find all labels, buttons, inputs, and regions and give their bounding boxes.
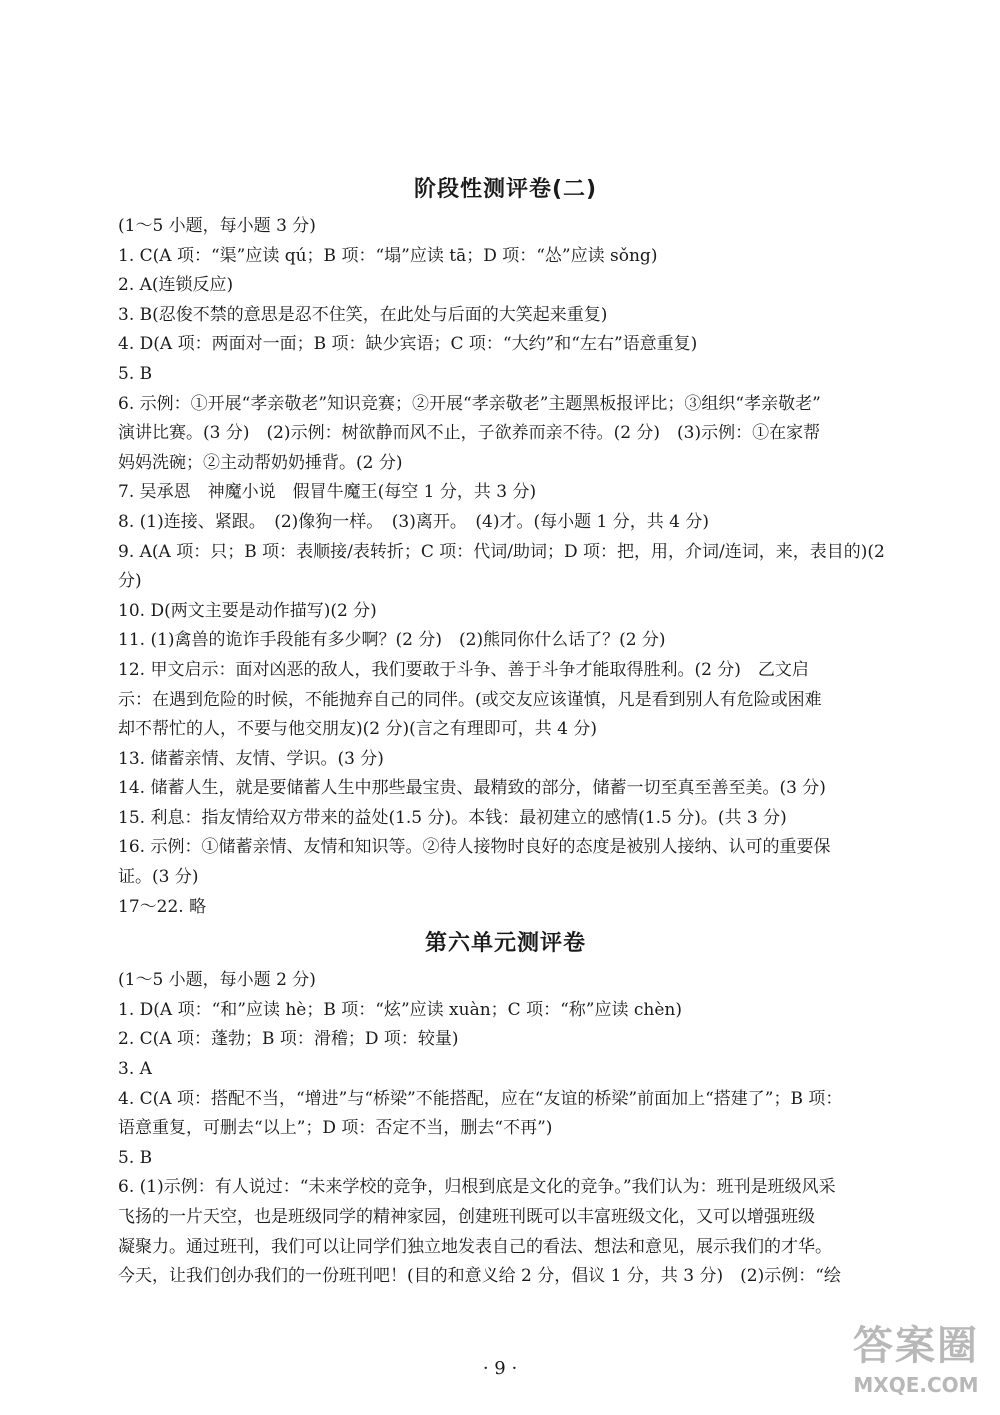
answer-line: 今天，让我们创办我们的一份班刊吧！(目的和意义给 2 分，倡议 1 分，共 3 分) (2)示例：“绘: [118, 1266, 841, 1287]
answer-line: 3. A: [118, 1059, 152, 1080]
page-number: · 9 ·: [482, 1358, 518, 1379]
section-title-unit-6-test: 第六单元测评卷: [424, 931, 586, 957]
watermark-logo-text: 答案圈: [853, 1323, 979, 1369]
answer-line: 8. (1)连接、紧跟。 (2)像狗一样。 (3)离开。 (4)才。(每小题 1 分，共 4 分): [118, 511, 709, 532]
answer-line: 2. C(A 项：蓬勃；B 项：滑稽；D 项：较量): [118, 1029, 459, 1050]
answer-line: 15. 利息：指友情给双方带来的益处(1.5 分)。本钱：最初建立的感情(1.5 分)。(共 3 分): [118, 807, 787, 828]
answer-line: 6. 示例：①开展“孝亲敬老”知识竞赛；②开展“孝亲敬老”主题黑板报评比；③组织“孝亲敬老”: [118, 393, 821, 414]
answer-line: 7. 吴承恩 神魔小说 假冒牛魔王(每空 1 分，共 3 分): [118, 482, 537, 503]
page-content: [118, 168, 893, 1292]
answer-line: 3. B(忍俊不禁的意思是忍不住笑，在此处与后面的大笑起来重复): [118, 304, 608, 325]
answer-line: 13. 储蓄亲情、友情、学识。(3 分): [118, 748, 384, 769]
answer-line: 14. 储蓄人生，就是要储蓄人生中那些最宝贵、最精致的部分，储蓄一切至真至善至美。(3 分): [118, 778, 826, 799]
answer-line: 却不帮忙的人，不要与他交朋友)(2 分)(言之有理即可，共 4 分): [118, 719, 598, 740]
answer-line: 演讲比赛。(3 分) (2)示例：树欲静而风不止，子欲养而亲不待。(2 分) (3)示例：①在家帮: [118, 423, 821, 444]
answer-line: 6. (1)示例：有人说过：“未来学校的竞争，归根到底是文化的竞争。”我们认为：班刊是班级风采: [118, 1177, 836, 1198]
answer-line: 9. A(A 项：只；B 项：表顺接/表转折；C 项：代词/助词；D 项：把，用，介词/连词，来，表目的)(2: [118, 541, 885, 562]
answer-line: 2. A(连锁反应): [118, 275, 234, 296]
answer-line: 12. 甲文启示：面对凶恶的敌人，我们要敢于斗争、善于斗争才能取得胜利。(2 分) 乙文启: [118, 659, 809, 680]
answer-line: 飞扬的一片天空，也是班级同学的精神家园，创建班刊既可以丰富班级文化，又可以增强班级: [118, 1207, 815, 1227]
answer-line: 4. D(A 项：两面对一面；B 项：缺少宾语；C 项：“大约”和“左右”语意重复): [118, 334, 698, 355]
answer-line: 5. B: [118, 363, 153, 384]
answer-line: 11. (1)禽兽的诡诈手段能有多少啊？(2 分) (2)熊同你什么话了？(2 分): [118, 630, 666, 651]
section-unit-6-test-answers: [118, 966, 893, 1292]
answer-line: (1～5 小题，每小题 3 分): [118, 216, 316, 236]
answer-line: 证。(3 分): [118, 867, 199, 888]
answer-line: 10. D(两文主要是动作描写)(2 分): [118, 600, 377, 621]
answer-line: 17～22. 略: [118, 896, 207, 917]
answer-line: 1. C(A 项：“渠”应读 qú；B 项：“塌”应读 tā；D 项：“怂”应读 sǒng): [118, 245, 658, 266]
answer-line: 4. C(A 项：搭配不当，“增进”与“桥梁”不能搭配，应在“友谊的桥梁”前面加上“搭建了”；B 项：: [118, 1088, 843, 1109]
answer-line: 1. D(A 项：“和”应读 hè；B 项：“炫”应读 xuàn；C 项：“称”应读 chèn): [118, 999, 682, 1020]
watermark-site-text: MXQE.COM: [853, 1373, 979, 1397]
watermark-logo: [846, 1320, 986, 1410]
answer-line: 16. 示例：①储蓄亲情、友情和知识等。②待人接物时良好的态度是被别人接纳、认可的重要保: [118, 837, 831, 858]
answer-line: 示：在遇到危险的时候，不能抛弃自己的同伴。(或交友应该谨慎，凡是看到别人有危险或困难: [118, 689, 822, 710]
answer-line: 5. B: [118, 1147, 153, 1168]
section-title-stage-test-2: 阶段性测评卷(二): [413, 177, 598, 202]
section-stage-test-2-answers: [118, 212, 893, 922]
answer-line: 凝聚力。通过班刊，我们可以让同学们独立地发表自己的看法、想法和意见，展示我们的才华。: [118, 1236, 832, 1257]
answer-line: 分): [118, 571, 142, 592]
answer-line: (1～5 小题，每小题 2 分): [118, 970, 316, 991]
answer-line: 语意重复，可删去“以上”；D 项：否定不当，删去“不再”): [118, 1118, 553, 1139]
answer-line: 妈妈洗碗；②主动帮奶奶捶背。(2 分): [118, 452, 403, 473]
